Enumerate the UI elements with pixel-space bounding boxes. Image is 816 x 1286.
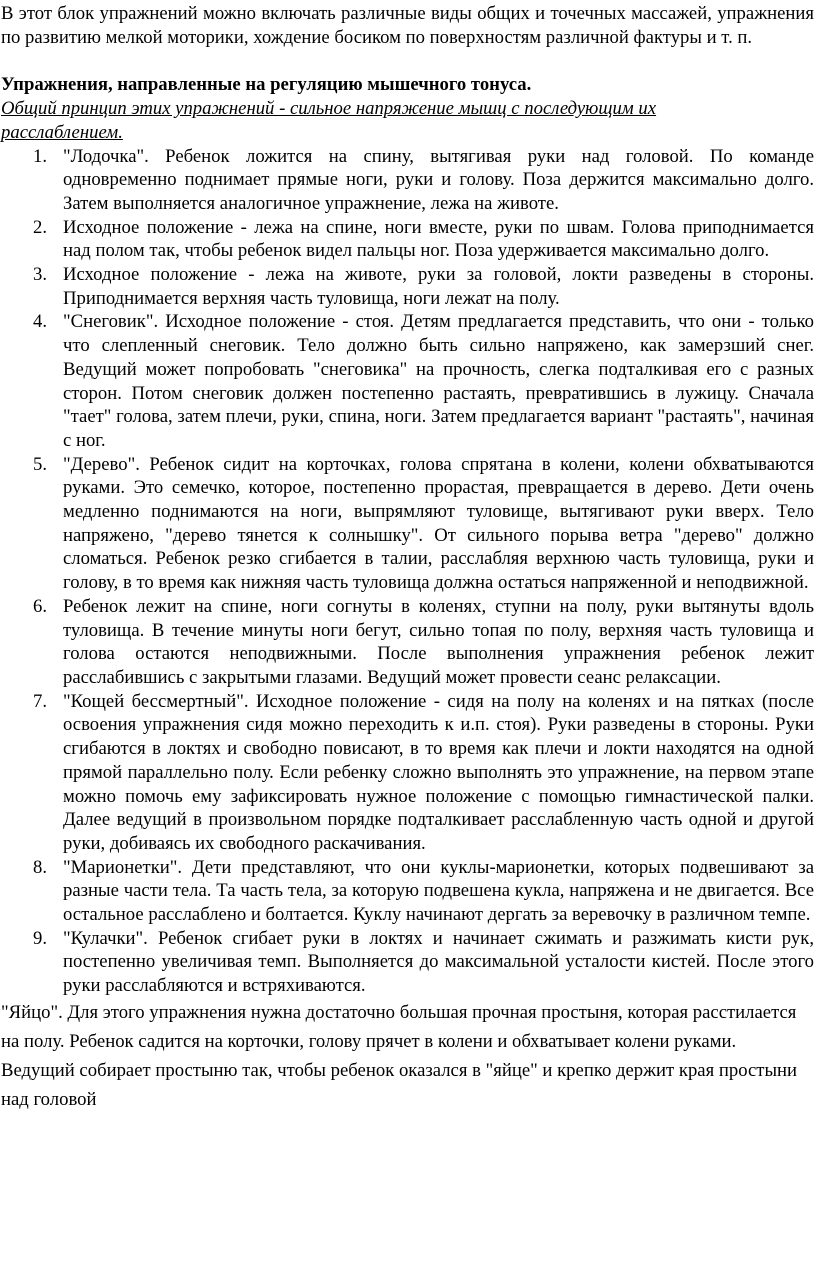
exercise-item: [33, 453, 814, 595]
egg-exercise-paragraph: "Яйцо". Для этого упражнения нужна достаточно большая прочная простыня, которая расстилается на полу. Ребенок садится на корточки, голову прячет в колени и обхватывает колени руками. Ведущий собирает простыню так, чтобы ребенок оказался в "яйце" и крепко держит края простыни над головой: [1, 1001, 798, 1111]
exercise-text: "Лодочка". Ребенок ложится на спину, вытягивая руки над головой. По команде одновременно поднимает прямые ноги, руки и голову. Поза держится максимально долго. Затем выполняется аналогичное упражнение, лежа на животе.: [63, 145, 814, 214]
exercise-number: 4.: [33, 311, 48, 333]
exercise-number: 7.: [33, 690, 48, 712]
exercise-number: 1.: [33, 145, 48, 167]
exercise-text: Исходное положение - лежа на спине, ноги вместе, руки по швам. Голова приподнимается над полом так, чтобы ребенок видел пальцы ног. Поза удерживается максимально долго.: [63, 216, 814, 262]
exercise-item: [33, 145, 814, 216]
exercise-number: 3.: [33, 264, 48, 286]
exercise-text: "Кулачки". Ребенок сгибает руки в локтях и начинает сжимать и разжимать кисти рук, постепенно увеличивая темп. Выполняется до максимальной усталости кистей. После этого руки расслабляются и встряхиваются.: [63, 927, 814, 997]
exercise-number: 6.: [33, 595, 48, 617]
intro-paragraph: В этот блок упражнений можно включать различные виды общих и точечных массажей, упражнения по развитию мелкой моторики, хождение босиком по поверхностям различной фактуры и т. п.: [1, 3, 814, 48]
exercise-item: [33, 595, 814, 690]
exercise-text: "Кощей бессмертный". Исходное положение - сидя на полу на коленях и на пятках (после освоения упражнения сидя можно переходить к и.п. стоя). Руки разведены в стороны. Руки сгибаются в локтях и свободно повисают, в то время как плечи и локти находятся на одной прямой параллельно полу. Если ребенку сложно выполнять это упражнение, на первом этапе можно помочь ему зафиксировать нужное положение с помощью гимнастической палки. Далее ведущий в произвольном порядке подталкивает расслабленную часть одной и другой руки, добиваясь их свободного раскачивания.: [63, 690, 814, 854]
exercise-item: [33, 263, 814, 310]
exercise-item: [33, 690, 814, 856]
exercise-number: 9.: [33, 927, 48, 949]
paragraph-spacer: [1, 49, 816, 73]
exercise-text: Исходное положение - лежа на животе, руки за головой, локти разведены в стороны. Приподнимается верхняя часть туловища, ноги лежат на полу.: [63, 264, 814, 309]
exercise-text: Ребенок лежит на спине, ноги согнуты в коленях, ступни на полу, руки вытянуты вдоль туловища. В течение минуты ноги бегут, сильно топая по полу, верхняя часть туловища и голова остаются неподвижными. После выполнения упражнения ребенок лежит расслабившись с закрытыми глазами. Ведущий может провести сеанс релаксации.: [63, 595, 814, 688]
section-heading: Упражнения, направленные на регуляцию мышечного тонуса.: [1, 74, 532, 96]
exercise-item: [33, 310, 814, 452]
exercise-item: [33, 927, 814, 998]
exercise-number: 5.: [33, 453, 48, 475]
principle-text: Общий принцип этих упражнений - сильное напряжение мышц с последующим их расслаблением.: [1, 98, 657, 143]
exercise-text: "Марионетки". Дети представляют, что они куклы-марионетки, которых подвешивают за разные части тела. Та часть тела, за которую подвешена кукла, напряжена и не двигается. Все остальное расслаблено и болтается. Куклу начинают дергать за веревочку в различном темпе.: [63, 856, 814, 926]
exercise-item: [33, 216, 814, 263]
exercise-item: [33, 856, 814, 927]
exercise-number: 8.: [33, 856, 48, 878]
exercise-number: 2.: [33, 216, 48, 238]
exercise-text: "Снеговик". Исходное положение - стоя. Детям предлагается представить, что они - только что слепленный снеговик. Тело должно быть сильно напряжено, как замерзший снег. Ведущий может попробовать "снеговика" на прочность, слегка подталкивая его с разных сторон. Потом снеговик должен постепенно растаять, превратившись в лужицу. Сначала "тает" голова, затем плечи, руки, спина, ноги. Затем предлагается вариант "растаять", начиная с ног.: [63, 311, 814, 451]
exercise-text: "Дерево". Ребенок сидит на корточках, голова спрятана в колени, колени обхватываются руками. Это семечко, которое, постепенно прорастая, превращается в дерево. Дети очень медленно поднимаются на ноги, выпрямляют туловище, вытягивают руки вверх. Тело напряжено, "дерево тянется к солнышку". От сильного порыва ветра "дерево" должно сломаться. Ребенок резко сгибается в талии, расслабляя верхнюю часть туловища, руки и голову, в то время как нижняя часть туловища должна остаться напряженной и неподвижной.: [63, 453, 814, 594]
exercise-list: [1, 145, 816, 998]
